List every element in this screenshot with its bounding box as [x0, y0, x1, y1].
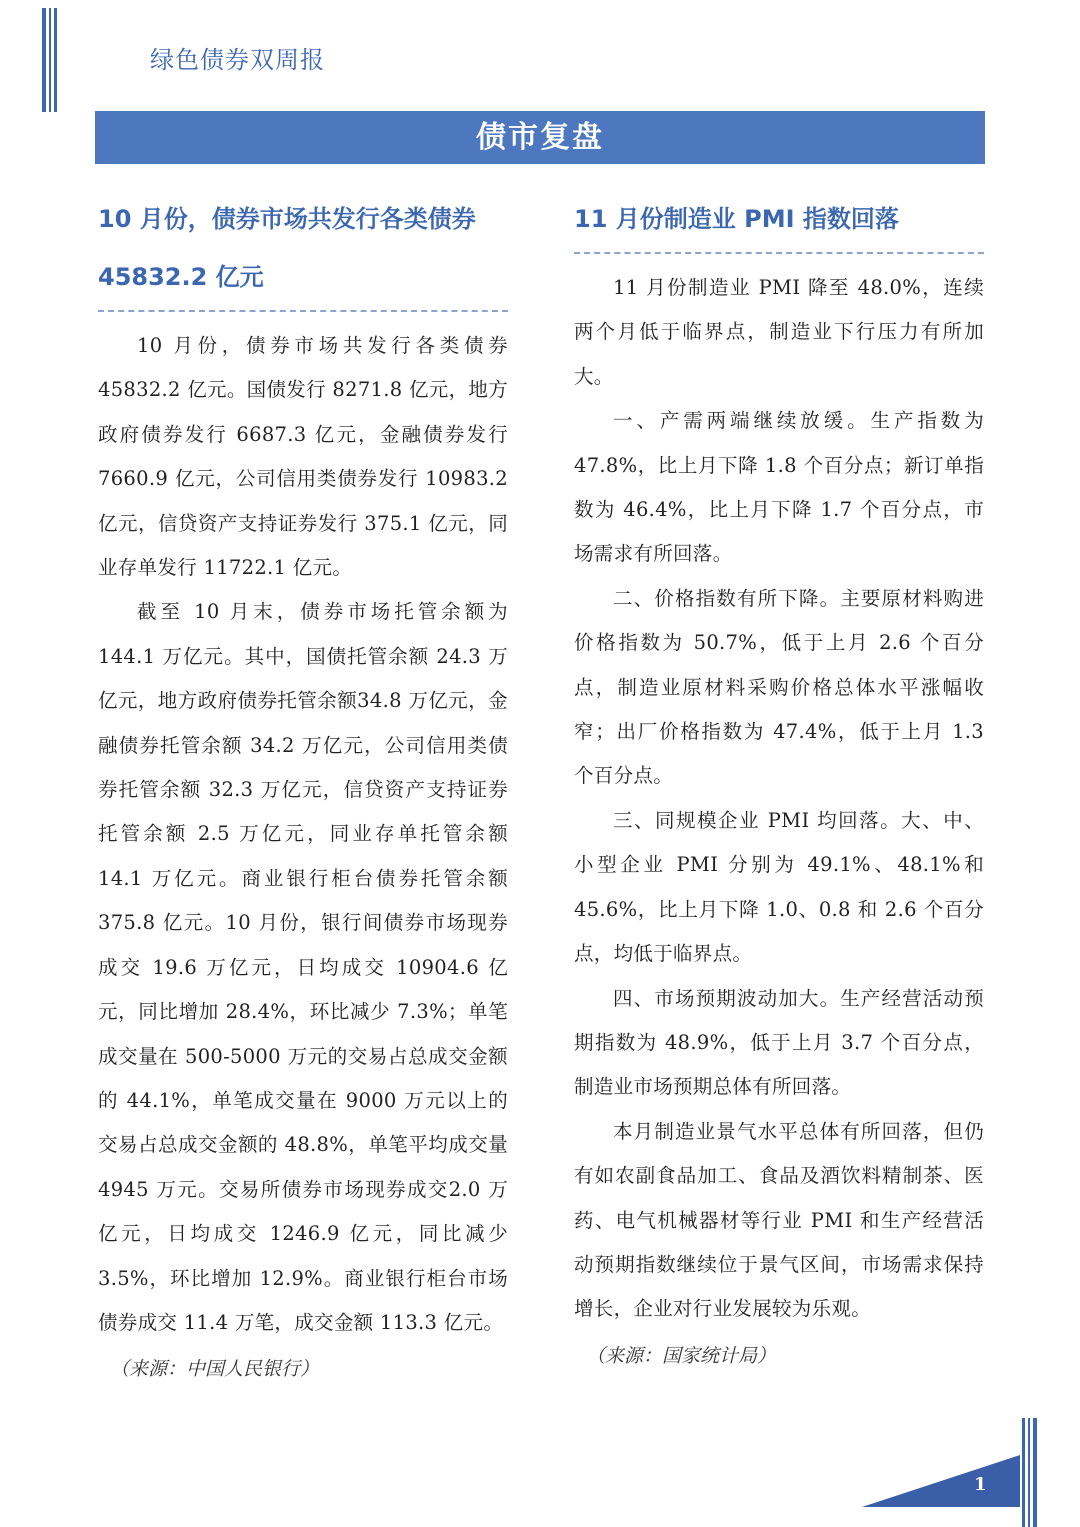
section-banner: 债市复盘	[95, 111, 985, 164]
right-column	[574, 190, 984, 1378]
footer-decor-bars	[1022, 1418, 1044, 1527]
right-paragraph-1: 11 月份制造业 PMI 降至 48.0%，连续两个月低于临界点，制造业下行压力有所加大。	[574, 276, 984, 388]
right-paragraph-4: 三、同规模企业 PMI 均回落。大、中、小型企业 PMI 分别为 49.1%、48.1%和 45.6%，比上月下降 1.0、0.8 和 2.6 个百分点，均低于临界点。	[574, 808, 984, 966]
right-paragraph-5: 四、市场预期波动加大。生产经营活动预期指数为 48.9%，低于上月 3.7 个百分点，制造业市场预期总体有所回落。	[574, 986, 984, 1099]
left-source: （来源：中国人民银行）	[110, 1358, 320, 1381]
page-number: 1	[974, 1474, 987, 1495]
left-paragraph-1: 10 月份，债券市场共发行各类债券45832.2 亿元。国债发行 8271.8 亿元，地方政府债券发行 6687.3 亿元，金融债券发行7660.9 亿元，公司信用类债券发行 10983.2 亿元，信贷资产支持证券发行 375.1 亿元，同业存单发行 11722.1 亿元。	[98, 334, 508, 580]
left-column	[98, 190, 508, 1391]
header-decor-bars	[42, 8, 62, 112]
right-heading: 11 月份制造业 PMI 指数回落	[574, 190, 984, 254]
right-paragraph-3: 二、价格指数有所下降。主要原材料购进价格指数为 50.7%，低于上月 2.6 个百分点，制造业原材料采购价格总体水平涨幅收窄；出厂价格指数为 47.4%，低于上月 1.3 个百分点。	[574, 586, 984, 788]
running-title: 绿色债券双周报	[150, 46, 325, 74]
right-paragraph-6: 本月制造业景气水平总体有所回落，但仍有如农副食品加工、食品及酒饮料精制茶、医药、电气机械器材等行业 PMI 和生产经营活动预期指数继续位于景气区间，市场需求保持增长，企业对行业发展较为乐观。	[574, 1119, 984, 1321]
right-paragraph-2: 一、产需两端继续放缓。生产指数为47.8%，比上月下降 1.8 个百分点；新订单指数为 46.4%，比上月下降 1.7 个百分点，市场需求有所回落。	[574, 409, 984, 566]
left-heading: 10 月份，债券市场共发行各类债券 45832.2 亿元	[98, 190, 508, 312]
left-paragraph-2: 截至 10 月末，债券市场托管余额为144.1 万亿元。其中，国债托管余额 24.3 万亿元，地方政府债券托管余额34.8 万亿元，金融债券托管余额 34.2 万亿元，公司信用类债券托管余额 32.3 万亿元，信贷资产支持证券托管余额 2.5 万亿元，同业存单托管余额 14.1 万亿元。商业银行柜台债券托管余额 375.8 亿元。10 月份，银行间债券市场现券成交 19.6 万亿元，日均成交 10904.6 亿元，同比增加 28.4%，环比减少 7.3%；单笔成交量在 500-5000 万元的交易占总成交金额的 44.1%，单笔成交量在 9000 万元以上的交易占总成交金额的 48.8%，单笔平均成交量 4945 万元。交易所债券市场现券成交2.0 万亿元，日均成交 1246.9 亿元，同比减少 3.5%，环比增加 12.9%。商业银行柜台市场债券成交 11.4 万笔，成交金额 113.3 亿元。	[98, 600, 508, 1334]
right-source: （来源：国家统计局）	[586, 1344, 777, 1367]
footer-triangle	[862, 1455, 1020, 1507]
